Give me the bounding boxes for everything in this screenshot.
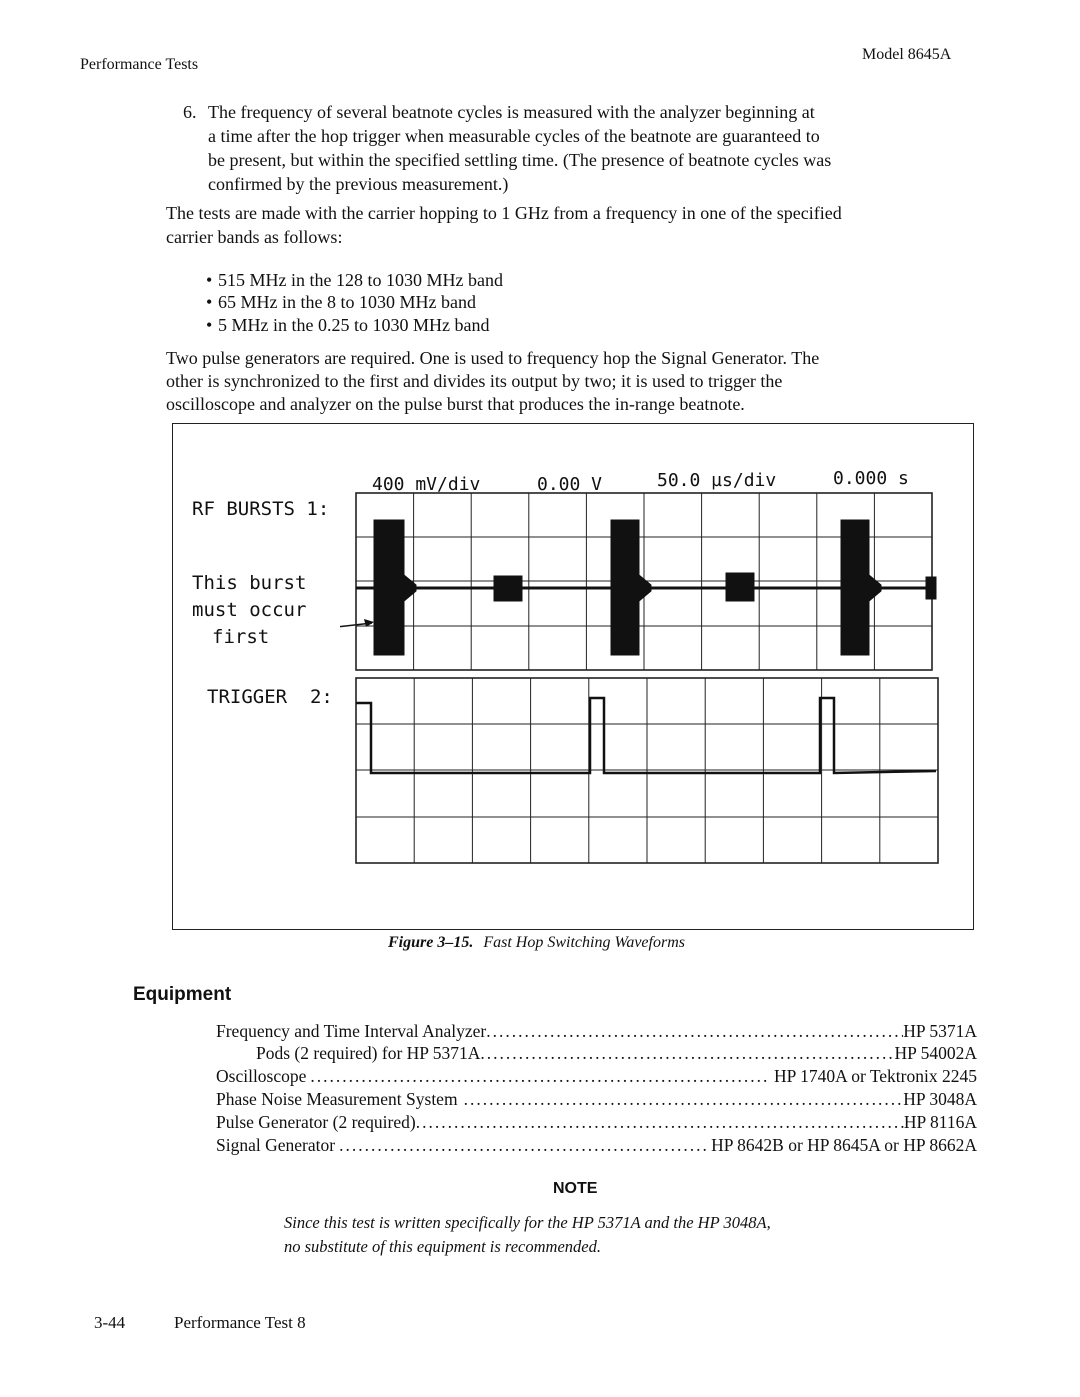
equipment-model: HP 3048A (903, 1089, 977, 1109)
intro-line-2: carrier bands as follows: (166, 227, 343, 247)
annotation-line-2: must occur (192, 599, 307, 621)
figure-title: Fast Hop Switching Waveforms (483, 934, 685, 951)
rf-burst-tail (639, 575, 651, 601)
equipment-row (216, 1112, 977, 1133)
rf-burst-small (494, 576, 522, 601)
dot-leader (339, 1135, 707, 1156)
time-per-div: 50.0 µs/div (657, 470, 777, 491)
equipment-model: HP 8116A (903, 1112, 977, 1132)
step6-line-3: be present, but within the specified settling time. (The presence of beatnote cycles was (208, 150, 832, 170)
pulse-line-3: oscilloscope and analyzer on the pulse burst that produces the in-range beatnote. (166, 394, 745, 414)
bullet-text: 65 MHz in the 8 to 1030 MHz band (218, 292, 476, 312)
dot-leader (416, 1112, 904, 1133)
rf-burst-tail (869, 575, 881, 601)
equipment-name: Pods (2 required) for HP 5371A (256, 1043, 481, 1063)
note-line-2: no substitute of this equipment is recommended. (284, 1237, 601, 1256)
equipment-name: Frequency and Time Interval Analyzer (216, 1021, 487, 1041)
delay-readout: 0.000 s (833, 468, 909, 489)
bullet-text: 515 MHz in the 128 to 1030 MHz band (218, 270, 503, 290)
equipment-row (216, 1089, 977, 1110)
bullet-text: 5 MHz in the 0.25 to 1030 MHz band (218, 315, 490, 335)
equipment-heading: Equipment (133, 984, 232, 1005)
intro-line-1: The tests are made with the carrier hopping to 1 GHz from a frequency in one of the specified (166, 203, 842, 223)
equipment-row (216, 1135, 977, 1156)
footer-title: Performance Test 8 (174, 1313, 306, 1332)
page-number: 3-44 (94, 1313, 126, 1332)
figure-caption (388, 934, 685, 952)
equipment-model: HP 1740A or Tektronix 2245 (774, 1066, 977, 1086)
trace-end-marker (926, 577, 936, 599)
channel-1-trace (356, 520, 936, 655)
note-heading: NOTE (553, 1180, 598, 1197)
channel-1-label: RF BURSTS 1: (192, 498, 330, 520)
volts-per-div: 400 mV/div (372, 474, 481, 495)
dot-leader (310, 1066, 770, 1087)
rf-burst (374, 520, 404, 655)
equipment-model: HP 8642B or HP 8645A or HP 8662A (711, 1135, 977, 1155)
figure-number: Figure 3–15. (388, 934, 474, 951)
channel-2-graticule (356, 678, 938, 863)
annotation-line-3: first (212, 626, 270, 648)
rf-burst-tail (404, 575, 416, 601)
equipment-row (216, 1066, 977, 1087)
bullet-item: • 65 MHz in the 8 to 1030 MHz band (206, 292, 476, 312)
equipment-row (256, 1043, 977, 1064)
dot-leader (486, 1021, 903, 1042)
rf-burst-small (726, 573, 754, 601)
oscilloscope-display (340, 485, 950, 870)
pulse-line-2: other is synchronized to the first and divides its output by two; it is used to trigger the (166, 371, 783, 391)
trigger-trace (356, 698, 936, 773)
bullet-item: • 515 MHz in the 128 to 1030 MHz band (206, 270, 503, 290)
offset-readout: 0.00 V (537, 474, 603, 495)
equipment-model: HP 54002A (894, 1043, 977, 1063)
annotation-line-1: This burst (192, 572, 307, 594)
running-header-left: Performance Tests (80, 56, 199, 73)
rf-burst (611, 520, 639, 655)
running-header-right: Model 8645A (862, 46, 952, 63)
channel-2-label: TRIGGER 2: (207, 686, 333, 708)
note-line-1: Since this test is written specifically for the HP 5371A and the HP 3048A, (284, 1213, 771, 1232)
equipment-name: Oscilloscope (216, 1066, 307, 1086)
step6-line-2: a time after the hop trigger when measurable cycles of the beatnote are guaranteed to (208, 126, 820, 146)
step6-line-1: The frequency of several beatnote cycles is measured with the analyzer beginning at (208, 102, 815, 122)
step6-line-4: confirmed by the previous measurement.) (208, 174, 509, 194)
rf-burst (841, 520, 869, 655)
equipment-model: HP 5371A (903, 1021, 977, 1041)
equipment-name: Signal Generator (216, 1135, 336, 1155)
equipment-row (216, 1021, 977, 1042)
pulse-line-1: Two pulse generators are required. One is used to frequency hop the Signal Generator. The (166, 348, 820, 368)
dot-leader (464, 1089, 904, 1110)
equipment-name: Phase Noise Measurement System (216, 1089, 458, 1109)
bullet-item: • 5 MHz in the 0.25 to 1030 MHz band (206, 315, 490, 335)
equipment-name: Pulse Generator (2 required) (216, 1112, 416, 1132)
dot-leader (480, 1043, 894, 1064)
step-number: 6. (183, 102, 197, 122)
